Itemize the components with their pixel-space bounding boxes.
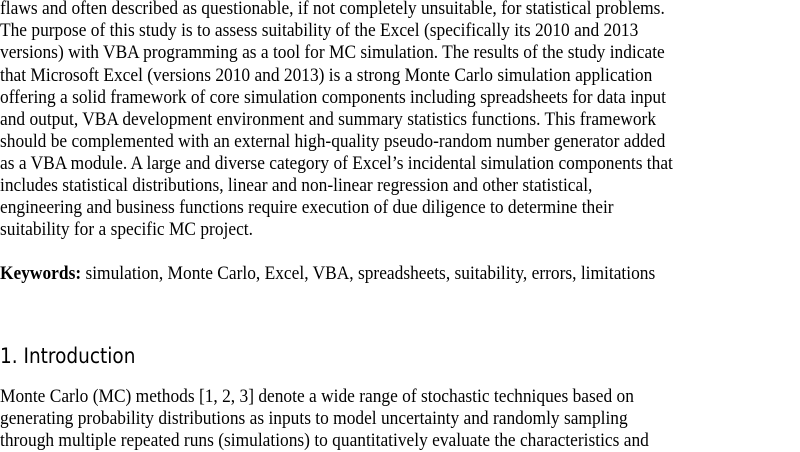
abstract-line: suitability for a specific MC project. — [0, 219, 253, 240]
abstract-line: that Microsoft Excel (versions 2010 and 2013) is a strong Monte Carlo simulation application — [0, 65, 653, 86]
abstract-line: flaws and often described as questionable, if not completely unsuitable, for statistical problems. — [0, 0, 665, 19]
abstract-line: and output, VBA development environment and summary statistics functions. This framework — [0, 109, 657, 130]
body-line: Monte Carlo (MC) methods [1, 2, 3] denote a wide range of stochastic techniques based on — [0, 386, 634, 407]
abstract-line: The purpose of this study is to assess suitability of the Excel (specifically its 2010 and 2013 — [0, 20, 639, 41]
abstract-line: should be complemented with an external high-quality pseudo-random number generator added — [0, 131, 666, 152]
abstract-line: engineering and business functions require execution of due diligence to determine their — [0, 197, 614, 218]
section-heading: 1. Introduction — [0, 344, 136, 368]
abstract-line: as a VBA module. A large and diverse category of Excel’s incidental simulation components that — [0, 153, 673, 174]
body-line: generating probability distributions as inputs to model uncertainty and randomly sampling — [0, 408, 628, 429]
abstract-line: versions) with VBA programming as a tool for MC simulation. The results of the study indicate — [0, 42, 665, 63]
keywords-label: Keywords: — [0, 263, 82, 284]
abstract-line: includes statistical distributions, linear and non-linear regression and other statistical, — [0, 175, 593, 196]
body-line: through multiple repeated runs (simulations) to quantitatively evaluate the characteristics and — [0, 430, 649, 451]
abstract-line: offering a solid framework of core simulation components including spreadsheets for data input — [0, 87, 666, 108]
keywords-text: simulation, Monte Carlo, Excel, VBA, spreadsheets, suitability, errors, limitations — [81, 263, 656, 284]
keywords — [0, 263, 655, 285]
